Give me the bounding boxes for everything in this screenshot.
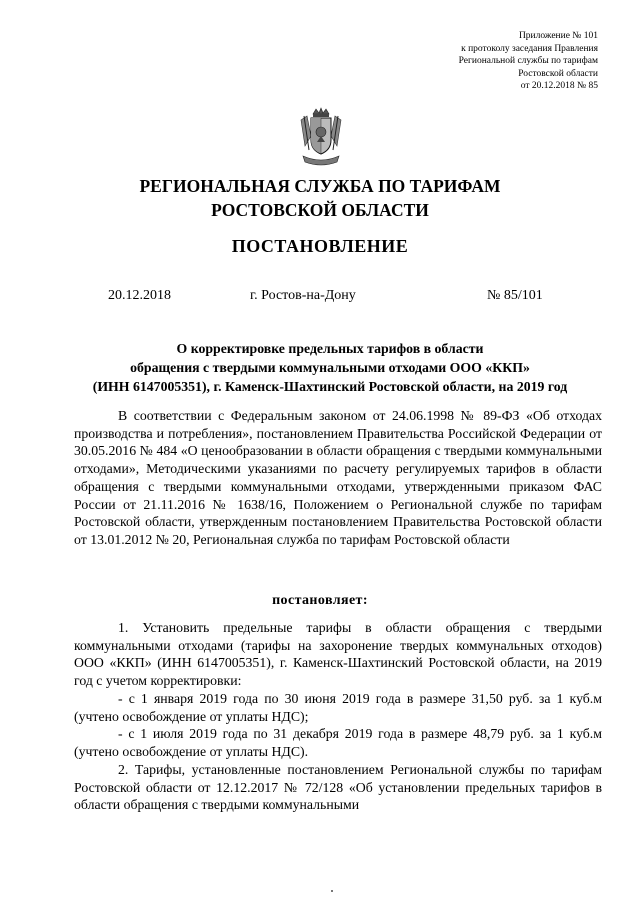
scan-speck xyxy=(331,890,333,892)
document-subject xyxy=(60,339,600,396)
appendix-line: к протоколу заседания Правления xyxy=(461,43,598,54)
item-2-paragraph: 2. Тарифы, установленные постановлением Региональной службы по тарифам Ростовской области от 12.12.2017 № 72/128 «Об установлении предельных тарифов в области обращения с твердыми коммунальными xyxy=(74,762,602,813)
subject-line: (ИНН 6147005351), г. Каменск-Шахтинский Ростовской области, на 2019 год xyxy=(92,379,568,394)
document-city: г. Ростов-на-Дону xyxy=(250,288,356,303)
decree-heading: постановляет: xyxy=(272,593,368,608)
document-date: 20.12.2018 xyxy=(108,288,171,303)
appendix-line: от 20.12.2018 № 85 xyxy=(520,81,598,92)
appendix-line: Ростовской области xyxy=(518,68,598,79)
subject-line: О корректировке предельных тарифов в области xyxy=(176,341,484,356)
appendix-line: Региональной службы по тарифам xyxy=(458,56,598,67)
item-1b-paragraph: - с 1 июля 2019 года по 31 декабря 2019 года в размере 48,79 руб. за 1 куб.м (учтено освобождение от уплаты НДС). xyxy=(74,726,602,759)
item-1a-paragraph: - с 1 января 2019 года по 30 июня 2019 года в размере 31,50 руб. за 1 куб.м (учтено освобождение от уплаты НДС); xyxy=(74,691,602,724)
item-1-paragraph: 1. Установить предельные тарифы в области обращения с твердыми коммунальными отходами (тарифы на захоронение твердых коммунальных отходов) ООО «ККП» (ИНН 6147005351), г. Каменск-Шахтинский Ростовской области, на 2019 год с учетом корректировки: xyxy=(74,620,602,689)
agency-name-line: РЕГИОНАЛЬНАЯ СЛУЖБА ПО ТАРИФАМ xyxy=(139,176,501,196)
appendix-line: Приложение № 101 xyxy=(518,31,598,41)
document-number: № 85/101 xyxy=(487,288,543,303)
coat-of-arms-icon xyxy=(297,106,345,166)
document-type-title: ПОСТАНОВЛЕНИЕ xyxy=(231,236,409,256)
subject-line: обращения с твердыми коммунальными отходами ООО «ККП» xyxy=(130,360,530,375)
appendix-note xyxy=(358,30,598,93)
agency-name xyxy=(0,174,640,222)
preamble-paragraph: В соответствии с Федеральным законом от 24.06.1998 № 89-ФЗ «Об отходах производства и потребления», постановлением Правительства Российской Федерации от 30.05.2016 № 484 «О ценообразовании в области обращения с твердыми коммунальными отходами», Методическими указаниями по расчету регулируемых тарифов в области обращения с твердыми коммунальными отходами, утвержденными приказом ФАС России от 21.11.2016 № 1638/16, Положением о Региональной службе по тарифам Ростовской области, утвержденным постановлением Правительства Ростовской области от 13.01.2012 № 20, Региональная служба по тарифам Ростовской области xyxy=(74,408,602,547)
agency-name-line: РОСТОВСКОЙ ОБЛАСТИ xyxy=(211,200,429,220)
